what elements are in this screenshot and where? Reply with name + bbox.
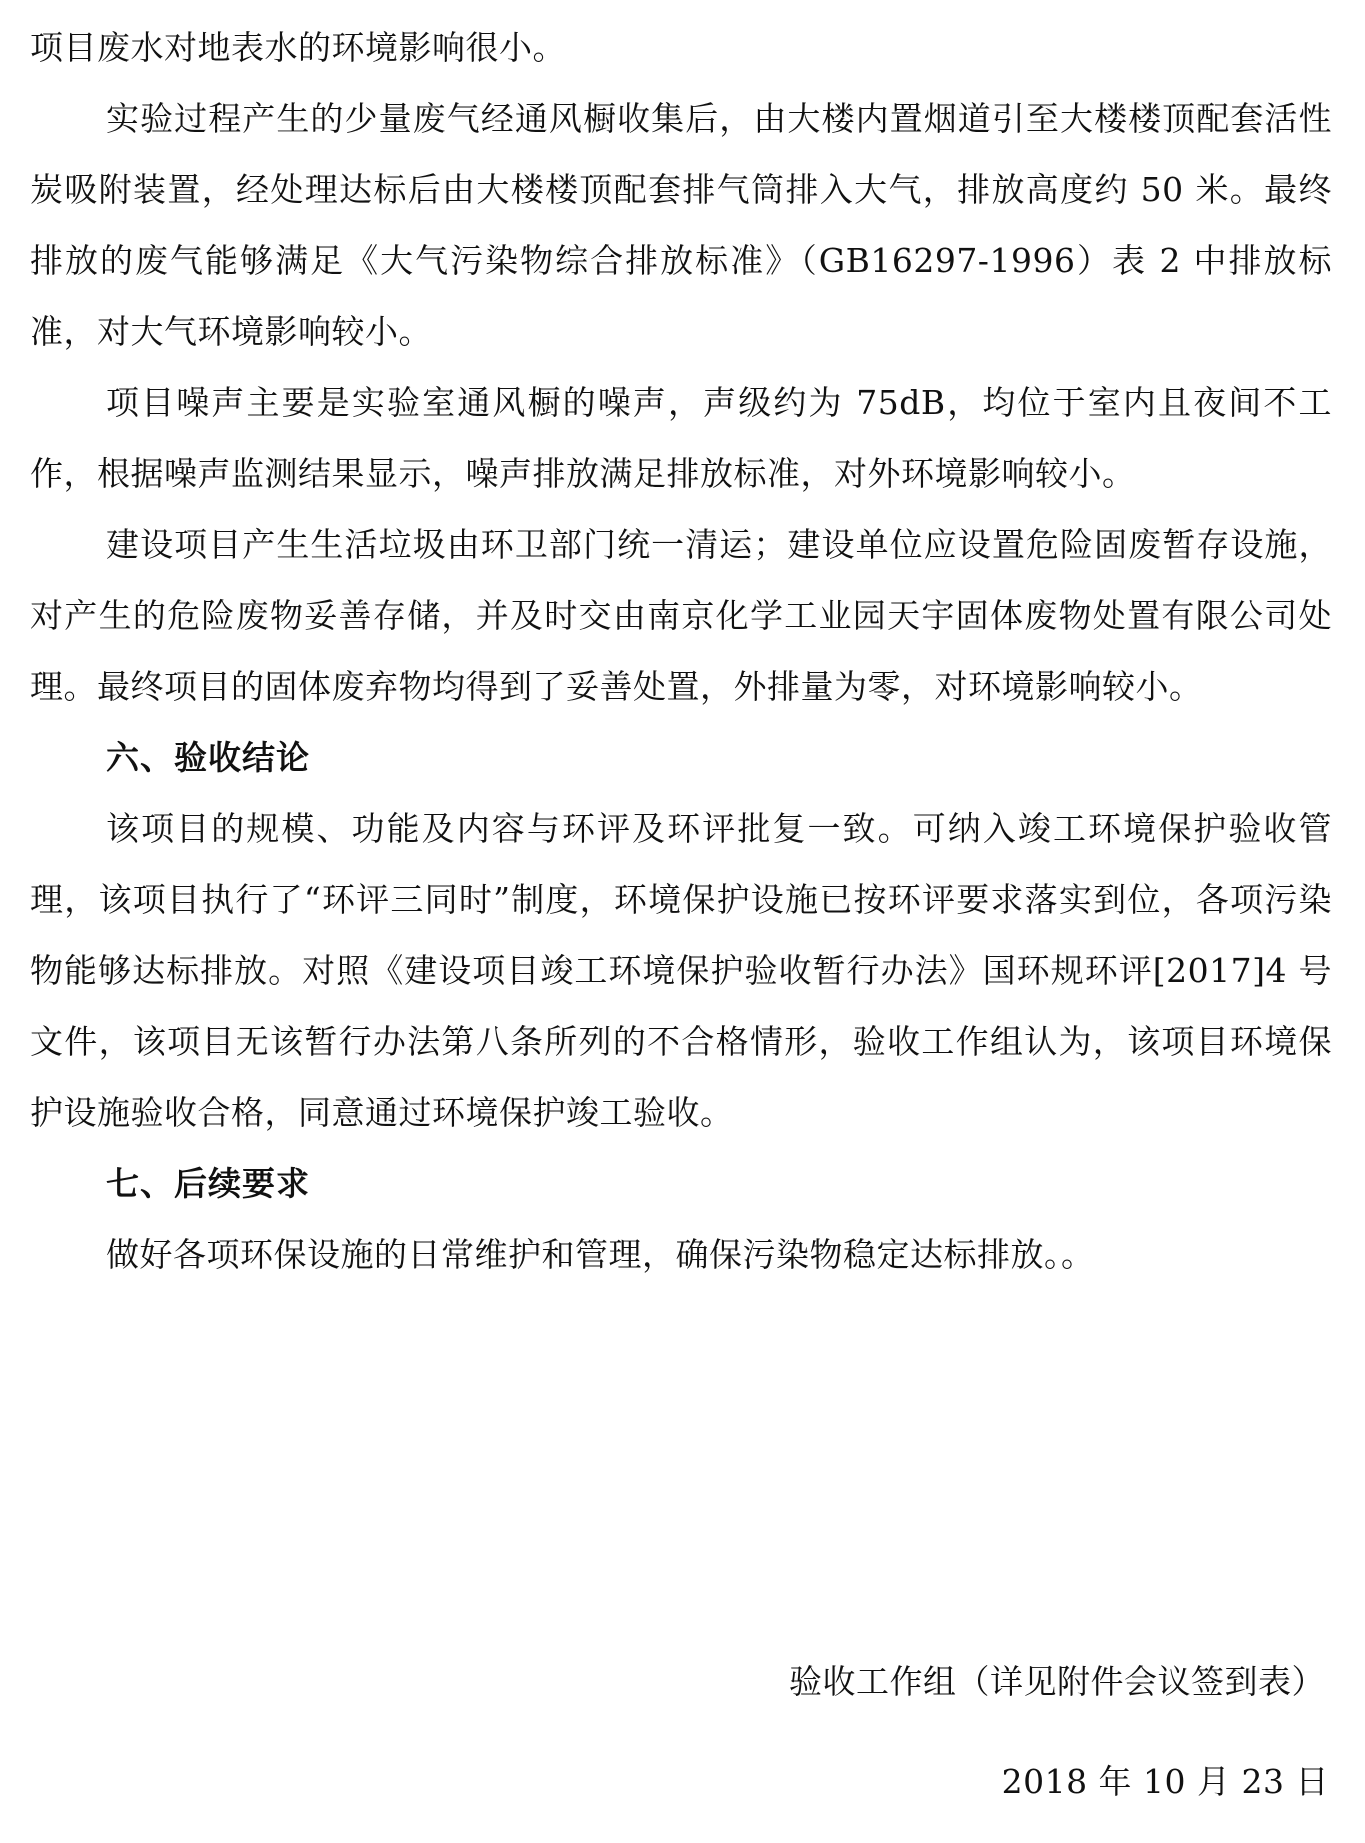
paragraph-exhaust-gas: 实验过程产生的少量废气经通风橱收集后，由大楼内置烟道引至大楼楼顶配套活性炭吸附装置，经处理达标后由大楼楼顶配套排气筒排入大气，排放高度约 50 米。最终排放的废气能够满足《大气污染物综合排放标准》（GB16297-1996）表 2 中排放标准，对大气环境影响较小。 (30, 99, 1332, 351)
paragraph-acceptance-conclusion: 该项目的规模、功能及内容与环评及环评批复一致。可纳入竣工环境保护验收管理，该项目执行了“环评三同时”制度，环境保护设施已按环评要求落实到位，各项污染物能够达标排放。对照《建设项目竣工环境保护验收暂行办法》国环规环评[2017]4 号文件，该项目无该暂行办法第八条所列的不合格情形，验收工作组认为，该项目环境保护设施验收合格，同意通过环境保护竣工验收。 (30, 809, 1332, 1132)
paragraph-wastewater-conclusion: 项目废水对地表水的环境影响很小。 (30, 28, 566, 67)
signature-line: 验收工作组（详见附件会议签到表） (789, 1662, 1325, 1701)
paragraph-solid-waste: 建设项目产生生活垃圾由环卫部门统一清运；建设单位应设置危险固废暂存设施，对产生的危险废物妥善存储，并及时交由南京化学工业园天宇固体废物处置有限公司处理。最终项目的固体废弃物均得到了妥善处置，外排量为零，对环境影响较小。 (30, 525, 1332, 706)
section-heading-follow-up-requirements: 七、后续要求 (106, 1164, 310, 1203)
paragraph-noise: 项目噪声主要是实验室通风橱的噪声，声级约为 75dB，均位于室内且夜间不工作，根据噪声监测结果显示，噪声排放满足排放标准，对外环境影响较小。 (30, 383, 1332, 493)
paragraph-follow-up-requirements: 做好各项环保设施的日常维护和管理，确保污染物稳定达标排放。。 (106, 1235, 1095, 1274)
section-heading-acceptance-conclusion: 六、验收结论 (106, 738, 310, 777)
document-body (30, 12, 1332, 1290)
document-date: 2018 年 10 月 23 日 (1001, 1762, 1329, 1801)
